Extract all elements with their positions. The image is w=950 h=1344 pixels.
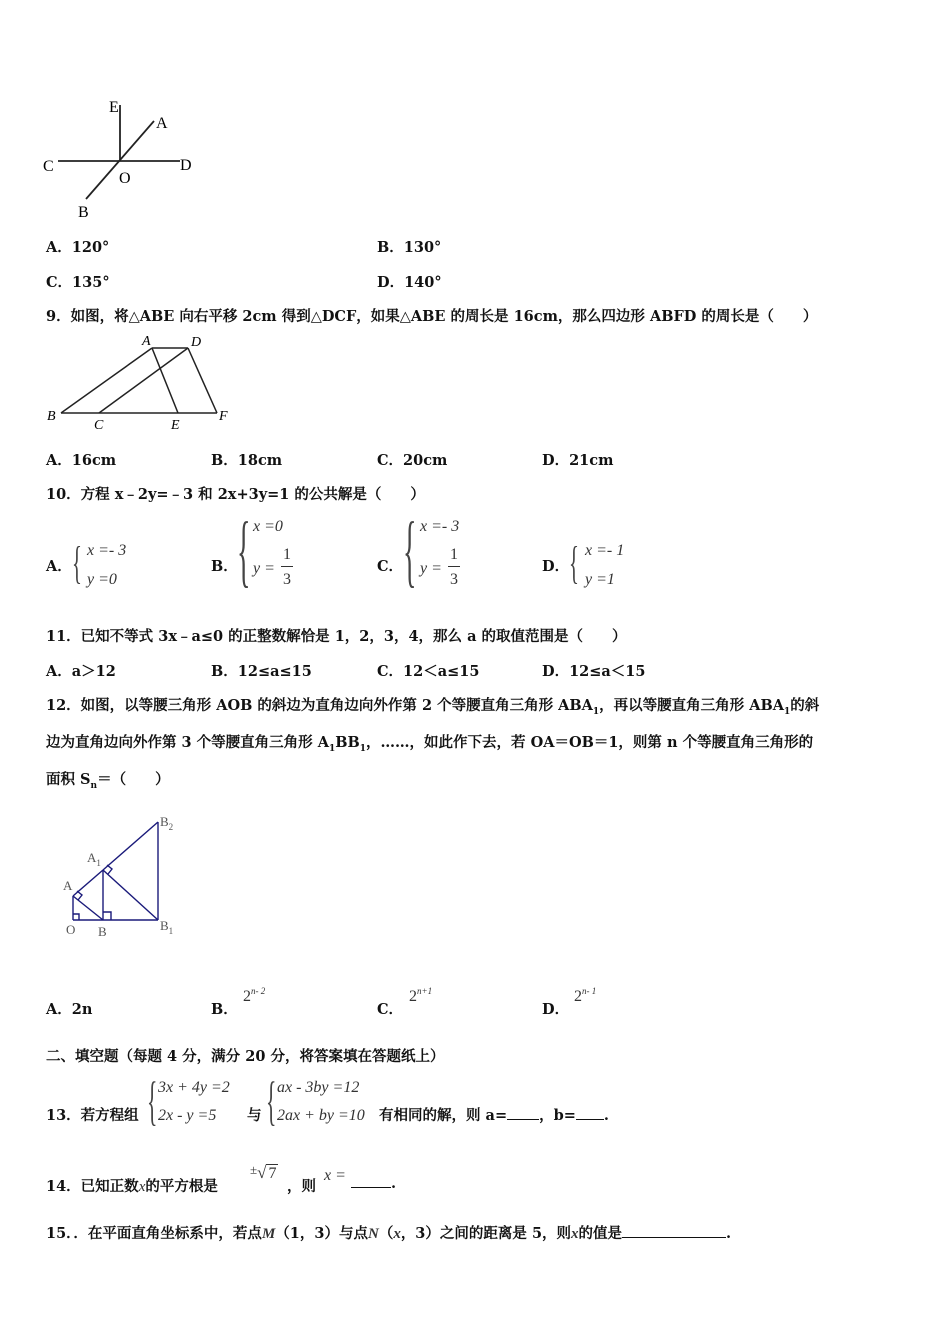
q13-system2-line2: 2ax + by =10 (277, 1107, 365, 1124)
label-b: B (47, 409, 56, 424)
right-angle-mark-a (77, 891, 82, 900)
q11-text: 11．已知不等式 3x﹣a≤0 的正整数解恰是 1，2，3，4，那么 a 的取值范围是（ ） (46, 628, 627, 645)
label-a: A (142, 334, 151, 349)
answer-blank-q15[interactable] (622, 1237, 726, 1238)
angle-figure (38, 95, 208, 225)
q10-option-c-num: 1 (450, 546, 458, 563)
q8-option-b[interactable]: B．130° (377, 239, 442, 256)
q13-suffix: 有相同的解，则 a= ，b= . (379, 1107, 609, 1124)
q14-eq: x = (324, 1167, 346, 1184)
segment-df (188, 348, 217, 413)
q12-option-a[interactable]: A．2n (46, 1001, 93, 1018)
label-d: D (191, 335, 202, 350)
right-angle-mark-o (73, 914, 79, 920)
q11-option-d[interactable]: D．12≤a＜15 (542, 663, 646, 680)
q8-option-d[interactable]: D．140° (377, 274, 442, 291)
q10-option-b-num: 1 (283, 546, 291, 563)
label-a: A (156, 115, 168, 132)
segment-ba (61, 348, 152, 413)
q9-option-d[interactable]: D．21cm (542, 452, 614, 469)
q13-system1-line1: 3x + 4y =2 (158, 1079, 230, 1096)
answer-blank-a[interactable] (507, 1119, 539, 1120)
q12-option-d-value: 2$^{n- 1}$ (574, 986, 597, 1005)
q12-line1: 12．如图，以等腰三角形 AOB 的斜边为直角边向外作第 2 个等腰直角三角形 $ABA_1$，再以等腰直角三角形 $ABA_1$的斜 (46, 697, 820, 717)
label-d: D (180, 157, 192, 174)
q13-system1-brace: { (147, 1071, 158, 1131)
section-title: 二、填空题（每题 4 分，满分 20 分，将答案填在答题纸上） (46, 1048, 445, 1065)
answer-blank-x[interactable] (351, 1187, 391, 1188)
q12-option-b[interactable]: B． (211, 1001, 238, 1018)
label-b: B (98, 924, 107, 939)
q9-option-c[interactable]: C．20cm (377, 452, 448, 469)
label-f: F (219, 409, 228, 424)
q10-option-b[interactable]: B． (211, 558, 238, 575)
q10-option-c-frac-bar (448, 566, 460, 567)
q10-option-b-brace: { (237, 507, 251, 595)
q10-option-c-line2: y = (420, 560, 442, 577)
q10-option-c-line1: x =- 3 (420, 518, 460, 535)
q10-option-c-den: 3 (450, 571, 458, 588)
q13-prefix: 13．若方程组 (46, 1107, 139, 1124)
q10-text: 10．方程 x﹣2y=﹣3 和 2x+3y=1 的公共解是（ ） (46, 486, 425, 503)
label-o: O (119, 170, 131, 187)
right-angle-mark-b (103, 912, 111, 920)
q8-option-c[interactable]: C．135° (46, 274, 110, 291)
q14-suffix: ，则 (287, 1178, 316, 1195)
triangle-spiral-figure (56, 808, 196, 948)
q15-text: 15．．在平面直角坐标系中，若点M（1，3）与点N（x，3）之间的距离是 5，则x的值是 . (46, 1225, 732, 1242)
q10-option-d-line1: x =- 1 (585, 542, 625, 559)
q10-option-d-line2: y =1 (585, 571, 615, 588)
q10-option-b-line1: x =0 (253, 518, 283, 535)
label-e: E (109, 99, 119, 116)
q10-option-a-line1: x =- 3 (87, 542, 127, 559)
q10-option-a-line2: y =0 (87, 571, 117, 588)
translation-figure (44, 332, 244, 432)
q14-root: ±√ 7 (250, 1162, 277, 1182)
q12-option-c[interactable]: C． (377, 1001, 404, 1018)
q10-option-b-den: 3 (283, 571, 291, 588)
q11-option-a[interactable]: A．a＞12 (46, 663, 116, 680)
label-c: C (94, 418, 104, 432)
q9-option-b[interactable]: B．18cm (211, 452, 283, 469)
q11-option-c[interactable]: C．12＜a≤15 (377, 663, 480, 680)
label-b2: $B_2$ (160, 814, 174, 832)
label-o: O (66, 922, 76, 937)
q13-system2-line1: ax - 3by =12 (277, 1079, 360, 1096)
q11-option-b[interactable]: B．12≤a≤15 (211, 663, 312, 680)
q12-option-d[interactable]: D． (542, 1001, 570, 1018)
q9-text: 9．如图，将△ABE 向右平移 2cm 得到△DCF，如果△ABE 的周长是 16cm，那么四边形 ABFD 的周长是（ ） (46, 308, 818, 325)
q14-prefix: 14．已知正数x的平方根是 (46, 1178, 218, 1195)
label-a: A (63, 878, 73, 893)
q13-mid: 与 (247, 1107, 262, 1124)
label-b1: $B_1$ (160, 918, 174, 936)
q10-option-c[interactable]: C． (377, 558, 404, 575)
q14-blank-wrap: . (351, 1175, 396, 1192)
q10-option-a-brace: { (72, 537, 82, 588)
q12-line3: 面积 $S_n=$（ ） (46, 771, 170, 791)
q10-option-b-line2: y = (253, 560, 275, 577)
right-angle-mark-a1 (107, 865, 112, 874)
q13-system1-line2: 2x - y =5 (158, 1107, 217, 1124)
label-b: B (78, 204, 89, 221)
q12-line2: 边为直角边向外作第 3 个等腰直角三角形 $A_1BB_1$，……，如此作下去，若 OA＝OB＝1，则第 n 个等腰直角三角形的 (46, 734, 814, 754)
segment-a1b2 (103, 822, 158, 870)
q10-option-b-frac-bar (281, 566, 293, 567)
q8-option-a[interactable]: A．120° (46, 239, 110, 256)
label-e: E (171, 418, 180, 432)
label-c: C (43, 158, 54, 175)
answer-blank-b[interactable] (576, 1119, 604, 1120)
q12-option-c-value: $2^{n+1}$ (409, 986, 433, 1005)
q10-option-a[interactable]: A． (46, 558, 72, 575)
q10-option-c-brace: { (403, 507, 417, 595)
q10-option-d-brace: { (569, 537, 579, 588)
q12-option-b-value: 2$^{n- 2}$ (243, 986, 266, 1005)
q13-system2-brace: { (266, 1071, 277, 1131)
q10-option-d[interactable]: D． (542, 558, 570, 575)
q9-option-a[interactable]: A．16cm (46, 452, 117, 469)
label-a1: $A_1$ (87, 850, 101, 868)
